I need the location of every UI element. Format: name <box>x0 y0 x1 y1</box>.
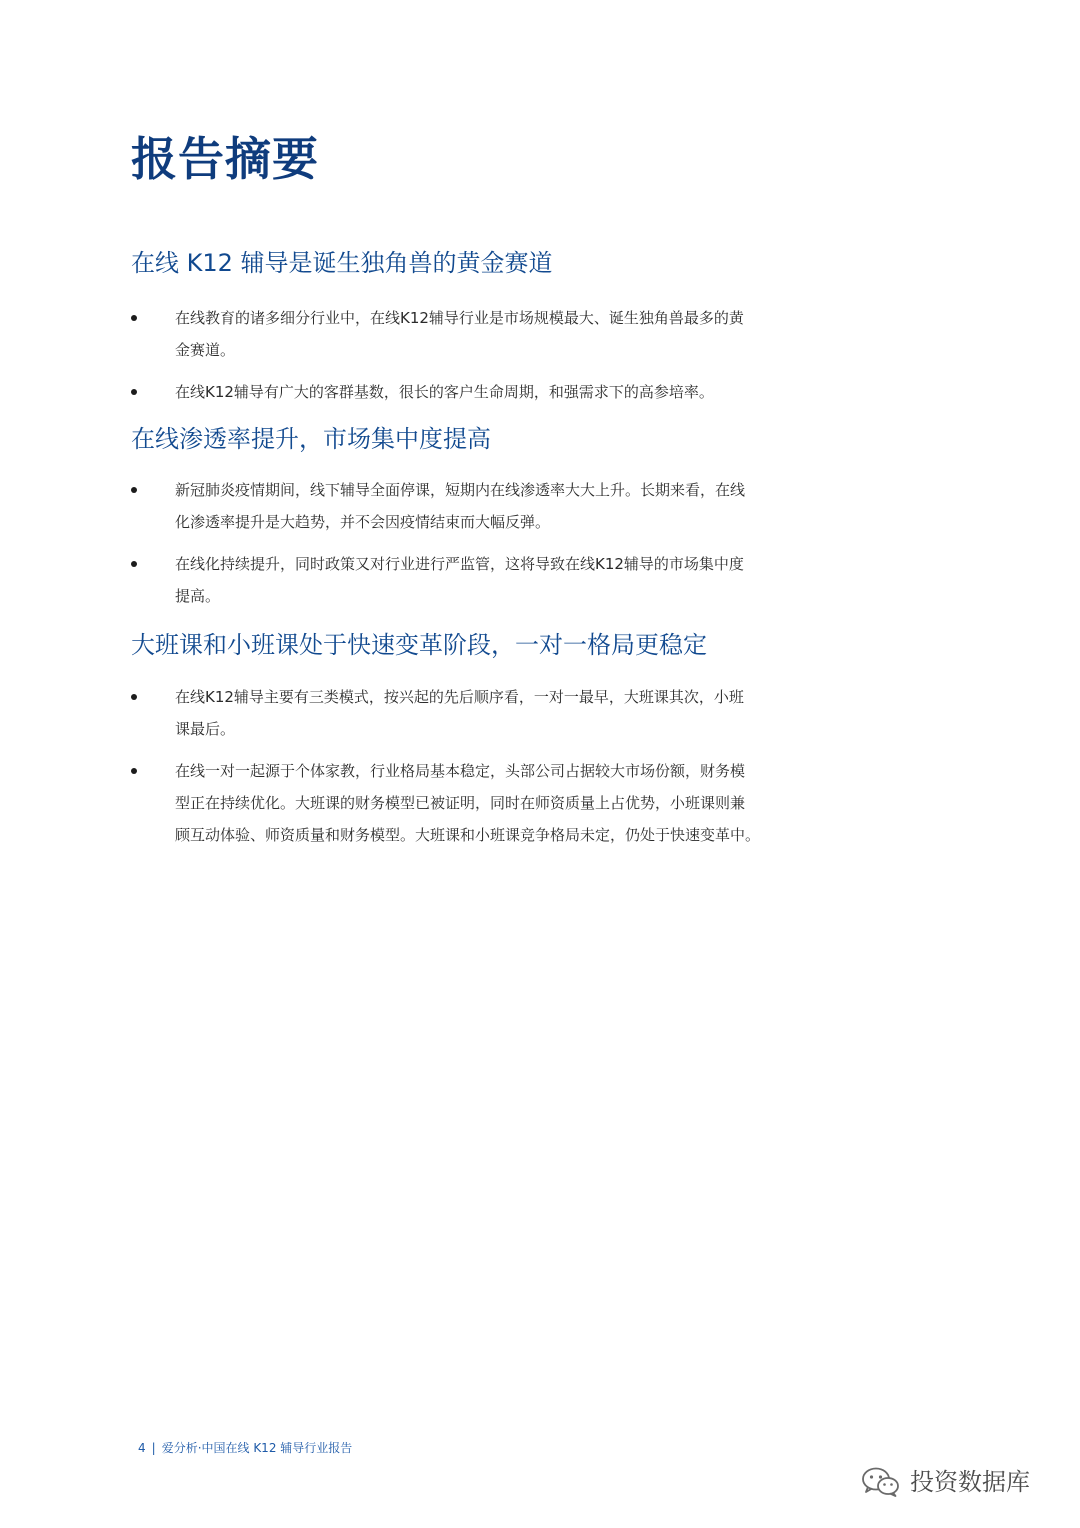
bullet-list <box>131 681 831 851</box>
footer-report-title: 爱分析·中国在线 K12 辅导行业报告 <box>161 1441 353 1455</box>
bullet-line: 在线教育的诸多细分行业中，在线K12辅导行业是市场规模最大、诞生独角兽最多的黄 <box>175 309 744 327</box>
section-heading: 在线渗透率提升，市场集中度提高 <box>131 425 491 453</box>
section-heading: 大班课和小班课处于快速变革阶段，一对一格局更稳定 <box>131 631 707 659</box>
bullet-icon <box>131 389 137 395</box>
list-item <box>131 755 831 851</box>
bullet-icon <box>131 694 137 700</box>
bullet-line: 金赛道。 <box>175 341 236 359</box>
bullet-line: 在线K12辅导有广大的客群基数，很长的客户生命周期，和强需求下的高参培率。 <box>175 383 714 401</box>
bullet-line: 化渗透率提升是大趋势，并不会因疫情结束而大幅反弹。 <box>175 513 551 531</box>
bullet-list <box>131 474 831 612</box>
section-heading: 在线 K12 辅导是诞生独角兽的黄金赛道 <box>131 249 553 277</box>
bullet-line: 型正在持续优化。大班课的财务模型已被证明，同时在师资质量上占优势，小班课则兼 <box>175 794 746 812</box>
page-number: 4 <box>138 1441 146 1455</box>
bullet-line: 课最后。 <box>175 720 236 738</box>
bullet-icon <box>131 561 137 567</box>
bullet-line: 顾互动体验、师资质量和财务模型。大班课和小班课竞争格局未定，仍处于快速变革中。 <box>175 826 761 844</box>
bullet-line: 提高。 <box>175 587 221 605</box>
list-item <box>131 376 831 408</box>
section-unicorn-track <box>131 246 831 408</box>
footer-separator: | <box>151 1441 156 1455</box>
wechat-icon <box>860 1466 902 1498</box>
bullet-icon <box>131 487 137 493</box>
page-footer <box>138 1438 352 1458</box>
bullet-icon <box>131 315 137 321</box>
page-title: 报告摘要 <box>131 132 319 186</box>
bullet-line: 在线化持续提升，同时政策又对行业进行严监管，这将导致在线K12辅导的市场集中度 <box>175 555 744 573</box>
bullet-icon <box>131 768 137 774</box>
bullet-list <box>131 302 831 408</box>
list-item <box>131 474 831 538</box>
list-item <box>131 302 831 366</box>
section-class-formats <box>131 628 831 851</box>
watermark-text: 投资数据库 <box>910 1468 1030 1496</box>
list-item <box>131 548 831 612</box>
bullet-line: 在线K12辅导主要有三类模式，按兴起的先后顺序看，一对一最早，大班课其次，小班 <box>175 688 744 706</box>
bullet-line: 新冠肺炎疫情期间，线下辅导全面停课，短期内在线渗透率大大上升。长期来看，在线 <box>175 481 746 499</box>
watermark <box>860 1458 1030 1506</box>
bullet-line: 在线一对一起源于个体家教，行业格局基本稳定，头部公司占据较大市场份额，财务模 <box>175 762 746 780</box>
list-item <box>131 681 831 745</box>
section-penetration <box>131 422 831 612</box>
